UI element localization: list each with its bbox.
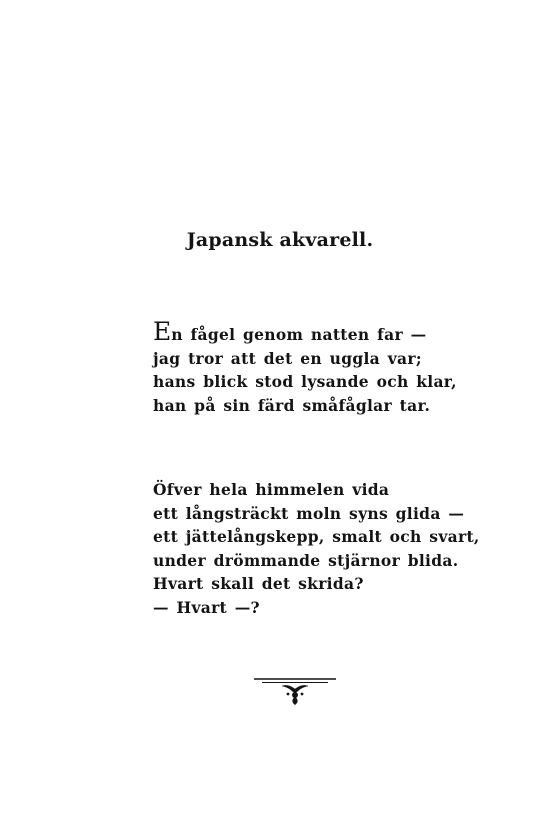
stanza-2-line-6: — Hvart —? — [153, 597, 260, 617]
stanza-2-line-4: under drömmande stjärnor blida. — [153, 550, 459, 570]
stanza-1-line-1 — [153, 319, 457, 347]
stanza-2-line-5: Hvart skall det skrida? — [153, 574, 364, 593]
stanza-2-line-3: ett jättelångskepp, smalt och svart, — [153, 527, 480, 546]
stanza-1-line-1-text: n fågel genom natten far — — [171, 325, 427, 344]
stanza-1-line-3: hans blick stod lysande och klar, — [153, 372, 457, 391]
drop-cap: E — [153, 317, 172, 346]
stanza-2-line-1: Öfver hela himmelen vida — [153, 480, 390, 499]
poem-title: Japansk akvarell. — [186, 229, 374, 251]
stanza-2 — [153, 478, 480, 619]
stanza-2-line-2: ett långsträckt moln syns glida — — [153, 503, 465, 523]
stanza-1 — [153, 319, 457, 417]
stanza-1-line-2: jag tror att det en uggla var; — [153, 348, 422, 368]
stanza-1-line-4: han på sin färd småfåglar tar. — [153, 395, 431, 415]
fleuron-ornament-icon — [252, 673, 338, 707]
